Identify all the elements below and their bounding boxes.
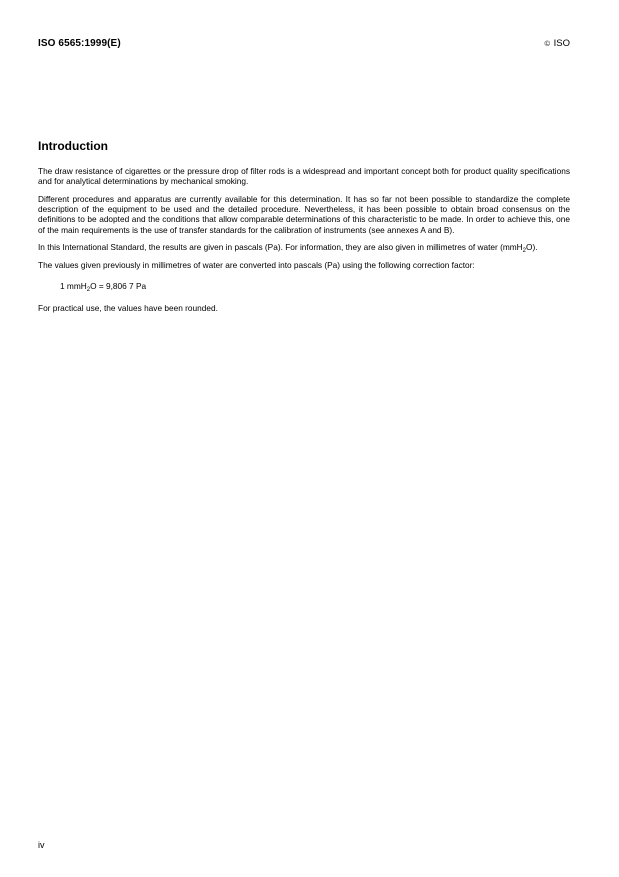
- paragraph-units-text: In this International Standard, the results are given in pascals (Pa). For information, they are also given in millimetres of water (mmH: [38, 242, 523, 253]
- paragraph-conversion: The values given previously in millimetres of water are converted into pascals (Pa) using the following correction factor:: [38, 259, 475, 270]
- document-id: ISO 6565:1999(E): [38, 38, 121, 49]
- paragraph-units: [38, 242, 570, 255]
- subscript-2: 2: [522, 248, 526, 255]
- conversion-formula: [38, 281, 570, 294]
- section-title: Introduction: [38, 139, 108, 153]
- formula-subscript: 2: [86, 287, 91, 294]
- paragraph-units-text-end: O).: [526, 242, 538, 253]
- page-number: iv: [38, 840, 45, 850]
- copyright-owner: ISO: [553, 38, 570, 49]
- paragraph-procedures: Different procedures and apparatus are currently available for this determination. It has so far not been possible to standardize the complete description of the equipment to be used and the detailed procedure. Nevertheless, it has been possible to obtain broad consensus on the definitions to be adopted and the conditions that allow comparable determinations of this characteristic to be made. In order to achieve this, one of the main requirements is the use of transfer standards for the calibration of instruments (see annexes A and B).: [38, 193, 570, 235]
- copyright-notice: [544, 38, 570, 49]
- formula-rhs: O = 9,806 7 Pa: [90, 281, 147, 292]
- copyright-icon: ©: [544, 39, 550, 48]
- introduction-section: [38, 139, 570, 321]
- paragraph-draw-resistance: The draw resistance of cigarettes or the pressure drop of filter rods is a widespread and important concept both for product quality specifications and for analytical determinations by mechanical smoking.: [38, 166, 570, 187]
- paragraph-rounding: For practical use, the values have been rounded.: [38, 303, 218, 314]
- formula-lhs: 1 mmH: [60, 281, 87, 292]
